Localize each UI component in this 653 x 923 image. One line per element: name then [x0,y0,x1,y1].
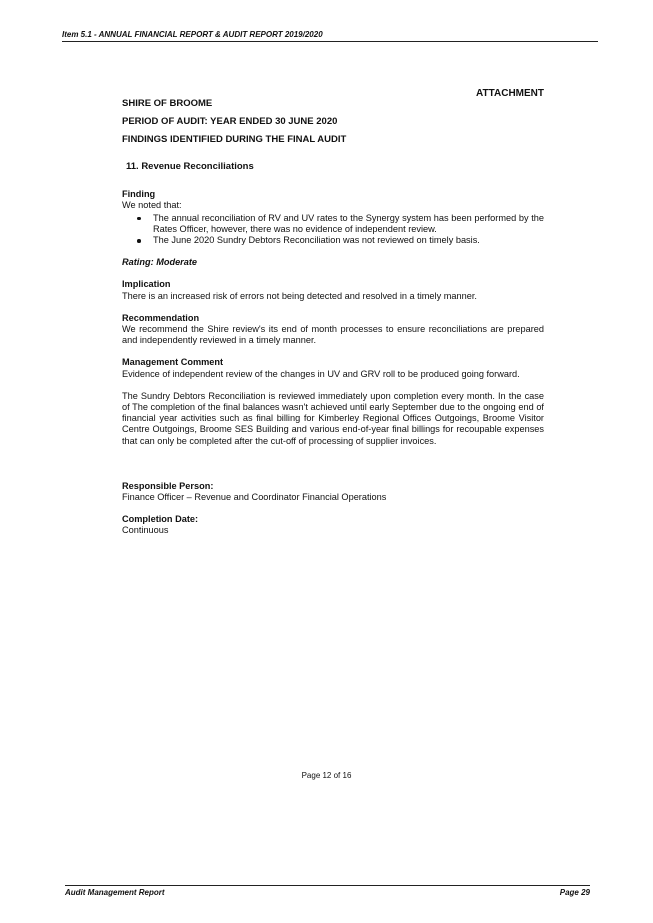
completion-date-heading: Completion Date: [122,514,199,525]
finding-bullet: The annual reconciliation of RV and UV rates to the Synergy system has been performed by the Rates Officer, however, there was no evidence of independent review. [153,212,544,234]
management-comment-para-1: Evidence of independent review of the changes in UV and GRV roll to be produced going forward. [122,368,520,379]
finding-bullet-list [122,213,544,247]
implication-text: There is an increased risk of errors not being detected and resolved in a timely manner. [122,290,477,301]
implication-heading: Implication [122,279,171,290]
management-comment-heading: Management Comment [122,357,224,368]
page-footer [65,885,590,897]
finding-intro: We noted that: [122,200,182,211]
completion-date-text: Continuous [122,525,169,536]
findings-title: FINDINGS IDENTIFIED DURING THE FINAL AUDIT [122,134,347,145]
entity-title: SHIRE OF BROOME [122,98,213,109]
implication-block [122,279,544,301]
finding-block [122,189,544,246]
responsible-person-text: Finance Officer – Revenue and Coordinator Financial Operations [122,492,387,503]
recommendation-block [122,313,544,347]
audit-period-title: PERIOD OF AUDIT: YEAR ENDED 30 JUNE 2020 [122,116,338,127]
responsible-person-block [122,481,544,503]
management-comment-block [122,357,544,446]
footer-page-number: Page 29 [559,888,590,897]
rating-label: Rating: Moderate [122,257,198,268]
recommendation-text: We recommend the Shire review's its end of month processes to ensure reconciliations are prepared and independently reviewed in a timely manner. [122,324,544,346]
completion-date-block [122,514,544,536]
finding-bullet: The June 2020 Sundry Debtors Reconciliation was not reviewed on timely basis. [153,235,544,246]
management-comment-para-2: The Sundry Debtors Reconciliation is reviewed immediately upon completion every month. In the case of The completion of the final balances wasn't achieved until early September due to the ongoing end of financial year activities such as final billing for Kimberley Regional Offices Outgoings, Broome Visitor Centre Outgoings, Broome SES Building and various end-of-year final billings for recoupable expenses that can only be completed after the cut-off of processing of supplier invoices. [122,390,544,446]
page-header [62,30,598,42]
page-indicator: Page 12 of 16 [301,771,352,780]
section-title: 11. Revenue Reconciliations [126,161,254,172]
finding-heading: Finding [122,189,156,200]
header-item-title: Item 5.1 - ANNUAL FINANCIAL REPORT & AUDIT REPORT 2019/2020 [62,30,323,39]
footer-report-title: Audit Management Report [65,888,165,897]
attachment-label: ATTACHMENT [476,88,544,99]
recommendation-heading: Recommendation [122,312,200,323]
document-body [122,98,544,548]
responsible-person-heading: Responsible Person: [122,480,214,491]
